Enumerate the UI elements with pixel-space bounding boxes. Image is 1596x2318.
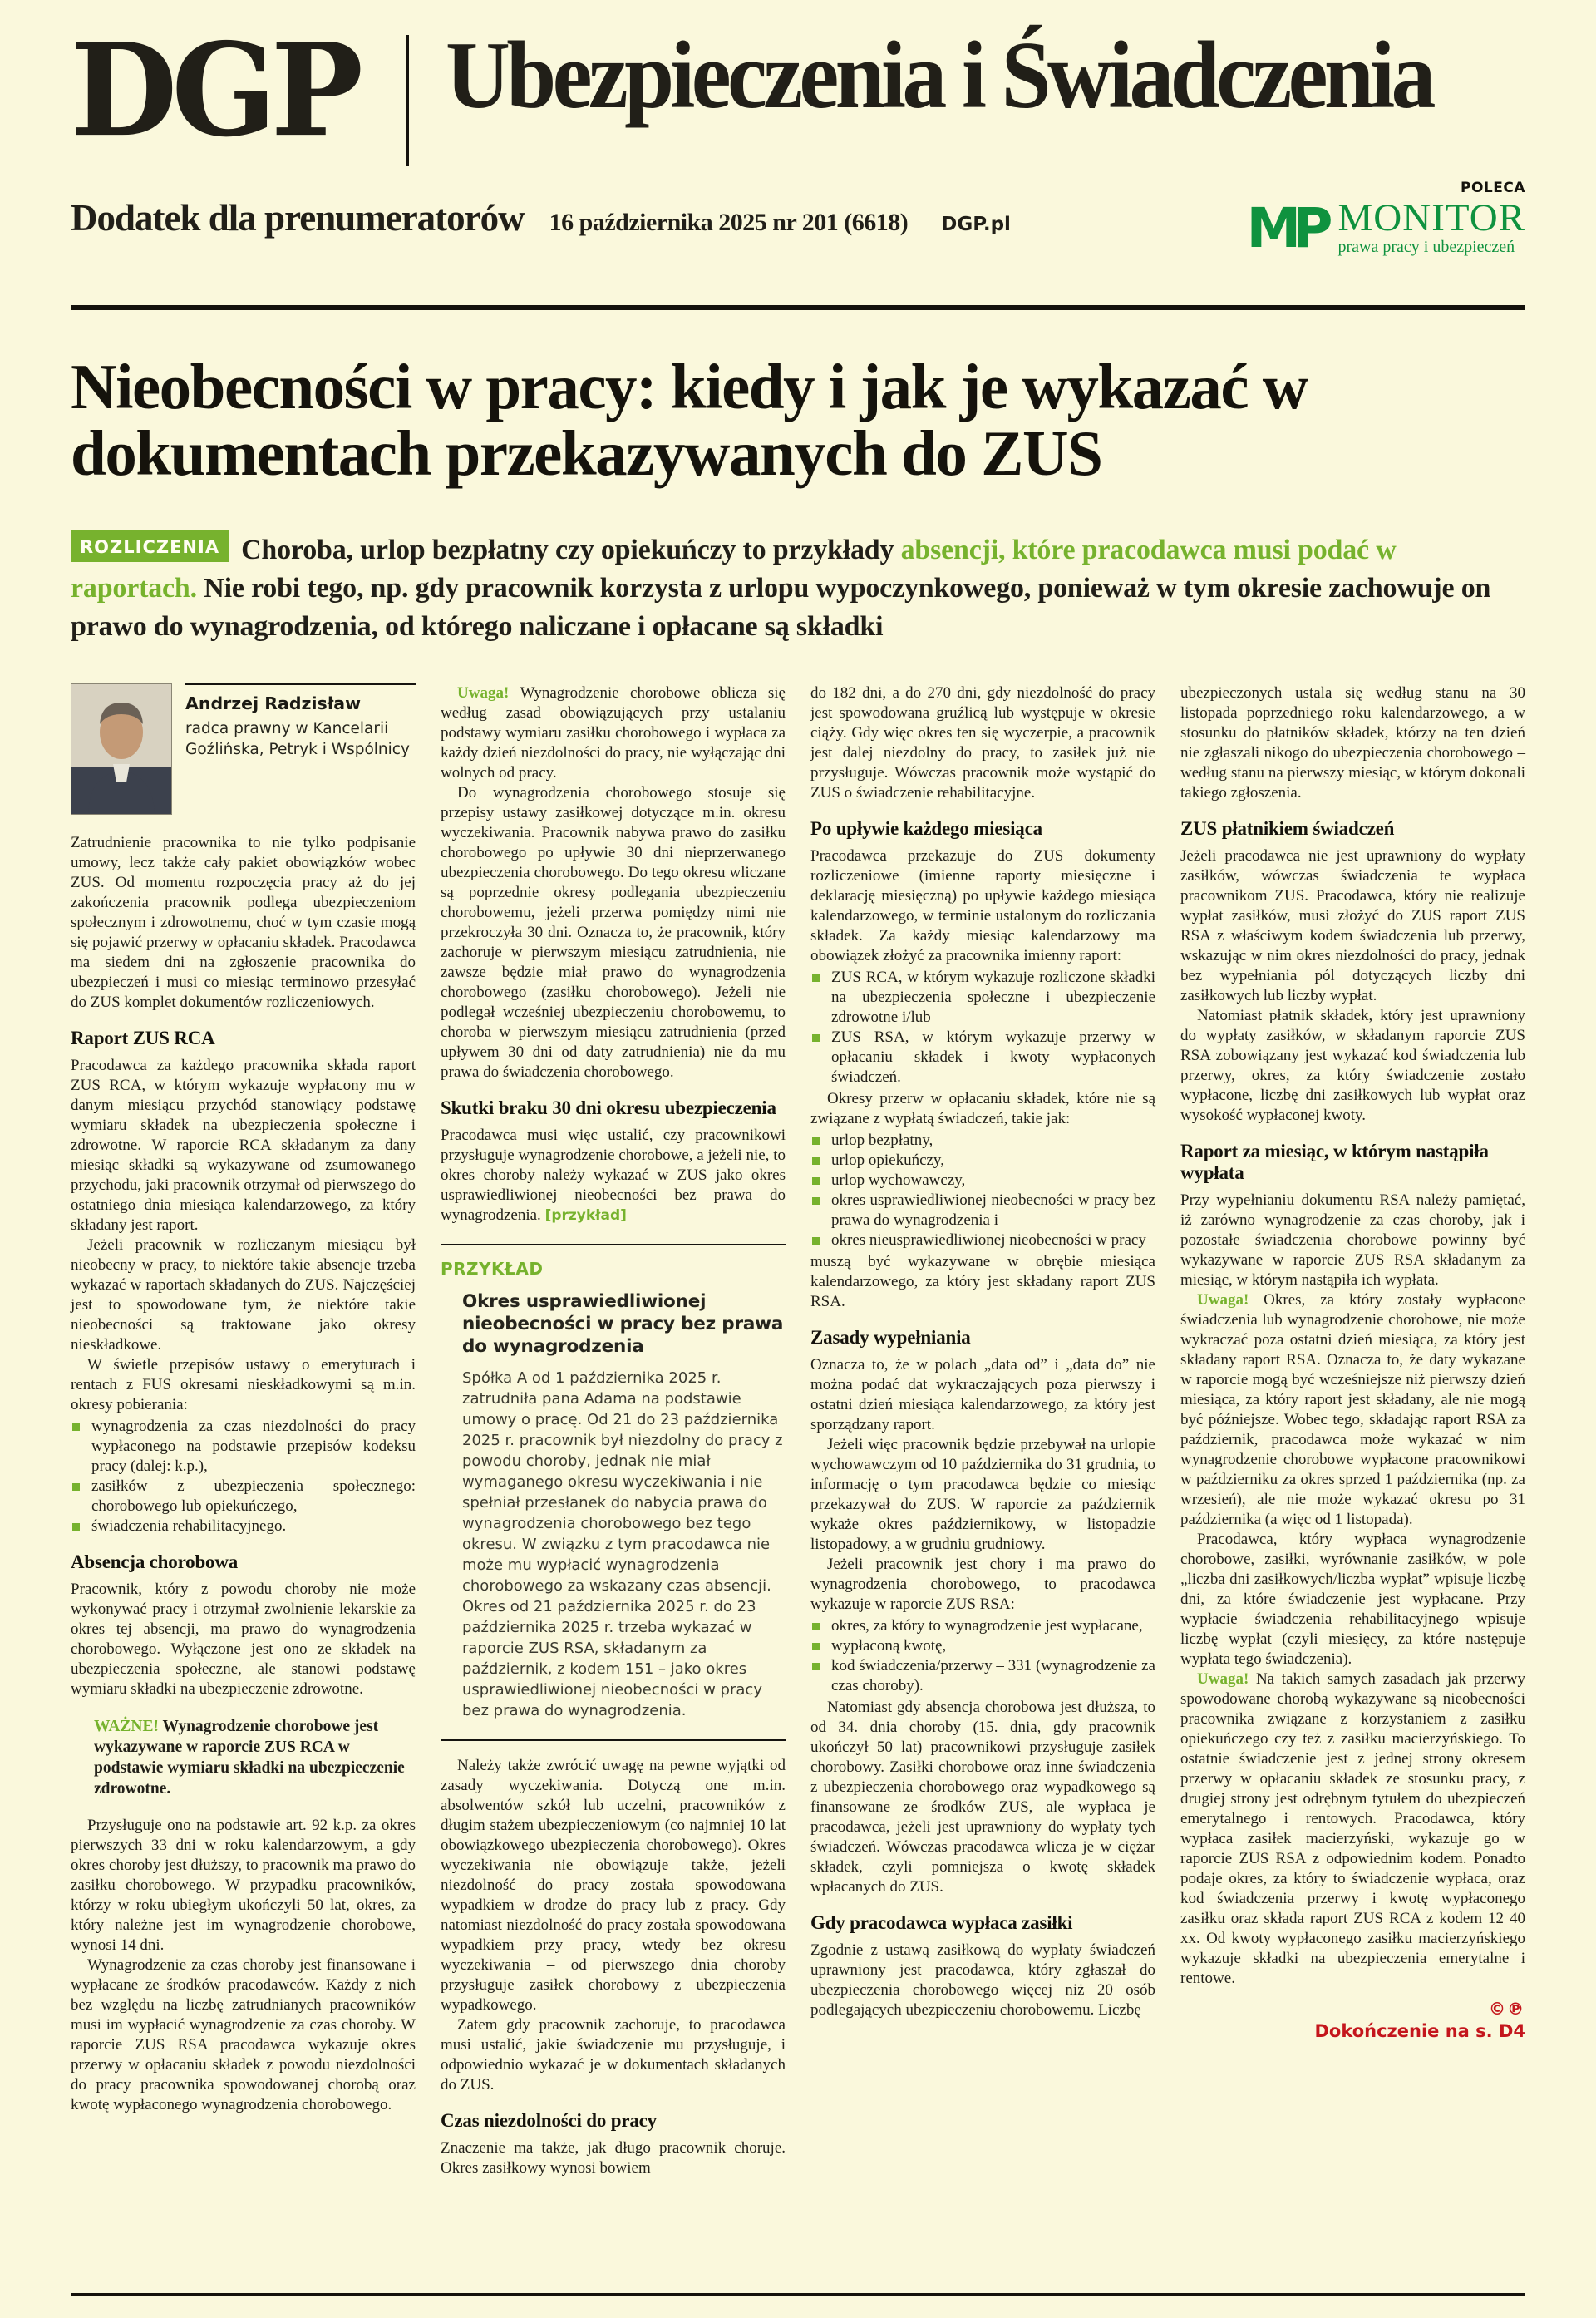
section-heading: Gdy pracodawca wypłaca zasiłki bbox=[810, 1911, 1073, 1933]
paragraph: Zatem gdy pracownik zachoruje, to pracodawca musi ustalić, jakie świadczenie mu przysługuje, i odpowiednio wykazać je w dokumentach składanych do ZUS. bbox=[441, 2015, 786, 2094]
subheader bbox=[71, 180, 1525, 295]
text-run: Na takich samych zasadach jak przerwy spowodowane chorobą wykazywane są nieobecności pracownika związane z korzystaniem z zasiłku opiekuńczego czy też z zasiłku macierzyńskiego. To ostatnie świadczenie jest z jednej strony okresem przerwy w opłacaniu składek ze stosunku pracy, z drugiej strony jest odrębnym tytułem do ubezpieczeń emerytalnego i rentowych. Pracodawca, który wypłaca zasiłek macierzyński, wykazuje go w raporcie ZUS RSA z odpowiednim kodem. Ponadto podaje okres, za który to świadczenie wypłaca, oraz kod świadczenia przerwy i kwotę wypłaconego zasiłku oraz składa raport ZUS RCA z kodem 12 40 xx. Od kwoty wypłaconego zasiłku macierzyńskiego wykazuje składki na ubezpieczenia emerytalne i rentowe. bbox=[1180, 1669, 1525, 1987]
example-ref: [przykład] bbox=[544, 1206, 627, 1224]
bullet-item: urlop bezpłatny, bbox=[810, 1131, 1155, 1151]
column-4 bbox=[1180, 683, 1525, 2178]
text-run: Okres, za który zostały wypłacone świadczenia lub wynagrodzenie chorobowe, nie może wykraczać poza ostatni dzień miesiąca, za który jest składany raport RSA. Oznacza to, że daty wykazane w raporcie mogą być wcześniejsze niż pierwszy dzień miesiąca, za który raport jest składany, ale nie mogą być późniejsze. Wobec tego, składając raport RSA za październik, pracodawca może wykazać w nim wynagrodzenie chorobowe wypłacone pracownikowi w październiku za okres sprzed 1 października (np. za wrzesień), ale nie może wykazać okresu po 31 października (a więc od 1 listopada). bbox=[1180, 1290, 1525, 1528]
section-heading: Raport ZUS RCA bbox=[71, 1027, 215, 1048]
example-box bbox=[441, 1244, 786, 1741]
subscriber-note: Dodatek dla prenumeratorów bbox=[71, 197, 525, 239]
poleca-label: POLECA bbox=[1461, 180, 1525, 196]
text-run: Nie robi tego, np. gdy pracownik korzysta z urlopu wypoczynkowego, ponieważ w tym okresie zachowuje on prawo do wynagrodzenia, od którego naliczane i opłacane są składki bbox=[71, 573, 1491, 643]
column-3 bbox=[810, 683, 1155, 2178]
important-label: WAŻNE! bbox=[94, 1717, 163, 1735]
section-heading: Raport za miesiąc, w którym nastąpiła wypłata bbox=[1180, 1140, 1489, 1183]
paragraph: Pracownik, który z powodu choroby nie może wykonywać pracy i otrzymał zwolnienie lekarskie za okres tej absencji, ma prawo do wynagrodzenia chorobowego. Wyłączone jest ono ze składek na ubezpieczenia społeczne, ale stanowi podstawę wymiaru składki na ubezpieczenie zdrowotne. bbox=[71, 1580, 416, 1698]
paragraph: Przy wypełnianiu dokumentu RSA należy pamiętać, iż zarówno wynagrodzenie za czas choroby, jak i pozostałe świadczenia chorobowe powinny być wykazywane w raporcie ZUS RSA składanym za miesiąc, w którym nastąpiła ich wypłata. bbox=[1180, 1191, 1525, 1289]
author-credit: radca prawny w Kancelarii Goźlińska, Petryk i Wspólnicy bbox=[185, 719, 410, 758]
text-run: Pracodawca musi więc ustalić, czy pracownikowi przysługuje wynagrodzenie chorobowe, a jeżeli nie, to okres choroby należy wykazać w ZUS jako okres usprawiedliwionej nieobecności bez prawa do wynagrodzenia. bbox=[441, 1126, 786, 1224]
article-columns bbox=[71, 683, 1525, 2178]
bullet-item: świadczenia rehabilitacyjnego. bbox=[71, 1517, 416, 1536]
green-emphasis: Uwaga! bbox=[1197, 1669, 1256, 1688]
section-heading: Po upływie każdego miesiąca bbox=[810, 817, 1042, 839]
paragraph: Do wynagrodzenia chorobowego stosuje się przepisy ustawy zasiłkowej dotyczące m.in. okresu wyczekiwania. Pracownik nabywa prawo do zasiłku chorobowego po upływie 30 dni nieprzerwanego ubezpieczenia chorobowego. Do tego okresu wliczane są poprzednie okresy podlegania ubezpieczeniu chorobowemu, jeżeli przerwa pomiędzy nimi nie przekroczyła 30 dni. Oznacza to, że pracownik, który zachoruje w pierwszym miesiącu zatrudnienia, nie zawsze będzie miał prawo do wynagrodzenia chorobowego (zasiłku chorobowego). Jeżeli nie podlegał wcześniej ubezpieczeniu chorobowemu, to choroba w pierwszym miesiącu zatrudnienia (przed upływem 30 dni od daty zatrudnienia) nie da mu prawa do świadczenia chorobowego. bbox=[441, 783, 786, 1081]
paragraph bbox=[441, 683, 786, 783]
bullet-list bbox=[71, 1417, 416, 1536]
section-heading: Absencja chorobowa bbox=[71, 1551, 239, 1572]
article-headline: Nieobecności w pracy: kiedy i jak je wykazać w dokumentach przekazywanych do ZUS bbox=[71, 350, 1308, 490]
masthead-divider bbox=[406, 35, 409, 166]
section-tag: ROZLICZENIA bbox=[71, 530, 229, 563]
paragraph: muszą być wykazywane w obrębie miesiąca kalendarzowego, za który jest składany raport ZUS RSA. bbox=[810, 1252, 1155, 1310]
section-heading: Zasady wypełniania bbox=[810, 1326, 971, 1348]
paragraph: Jeżeli pracownik w rozliczanym miesiącu był nieobecny w pracy, to niektóre takie absencje trzeba wykazać w raportach składanych do ZUS. Najczęściej jest to spowodowane tym, że niektóre takie nieobecności są traktowane jako okresy nieskładkowe. bbox=[71, 1235, 416, 1354]
author-photo bbox=[71, 683, 172, 815]
green-emphasis: Uwaga! bbox=[457, 683, 520, 702]
bullet-item: zasiłków z ubezpieczenia społecznego: chorobowego lub opiekuńczego, bbox=[71, 1477, 416, 1517]
example-label: PRZYKŁAD bbox=[441, 1258, 544, 1279]
paragraph bbox=[1180, 1669, 1525, 1989]
monitor-tagline: prawa pracy i ubezpieczeń bbox=[1337, 237, 1515, 256]
column-1 bbox=[71, 683, 416, 2178]
example-title: Okres usprawiedliwionej nieobecności w pracy bez prawa do wynagrodzenia bbox=[462, 1290, 784, 1357]
paragraph: Okresy przerw w opłacaniu składek, które nie są związane z wypłatą świadczeń, takie jak: bbox=[810, 1089, 1155, 1127]
section-heading: Skutki braku 30 dni okresu ubezpieczenia bbox=[441, 1097, 776, 1118]
bullet-item: okres nieusprawiedliwionej nieobecności w pracy bbox=[810, 1231, 1155, 1250]
paragraph: W świetle przepisów ustawy o emeryturach i rentach z FUS okresami nieskładkowymi są m.in. okresy pobierania: bbox=[71, 1355, 416, 1413]
continuation-note[interactable]: Dokończenie na s. D4 bbox=[1314, 2020, 1525, 2041]
monitor-logo: MONITOR bbox=[1337, 196, 1525, 239]
paragraph: Oznacza to, że w polach „data od” i „data do” nie można podać dat wykraczających poza pierwszy i ostatni dzień miesiąca kalendarzowego, za który jest sporządzany raport. bbox=[810, 1355, 1155, 1433]
paragraph: Natomiast gdy absencja chorobowa jest dłuższa, to od 34. dnia choroby (15. dnia, gdy pracownik ukończył 50 lat) pracownikowi przysługuje zasiłek chorobowy. Zasiłki chorobowe oraz inne świadczenia z ubezpieczenia chorobowego oraz wypadkowego są finansowane ze środków ZUS, ale wypłaca je pracodawca, jeżeli jest uprawniony do wypłaty tych świadczeń. Wówczas pracodawca wlicza je w ciężar składek, czyli pomniejsza o kwotę składek wpłacanych do ZUS. bbox=[810, 1698, 1155, 1896]
paragraph: Jeżeli pracownik jest chory i ma prawo do wynagrodzenia chorobowego, to pracodawca wykazuje w raporcie ZUS RSA: bbox=[810, 1555, 1155, 1613]
paragraph: Zgodnie z ustawą zasiłkową do wypłaty świadczeń uprawniony jest pracodawca, który zgłaszał do ubezpieczenia chorobowego więcej niż 20 osób podlegających ubezpieczeniu chorobowemu. Liczbę bbox=[810, 1941, 1155, 2019]
article-footer bbox=[1180, 1999, 1525, 2041]
bullet-item: wypłaconą kwotę, bbox=[810, 1636, 1155, 1656]
column-2 bbox=[441, 683, 786, 2178]
paragraph: Przysługuje ono na podstawie art. 92 k.p. za okres pierwszych 33 dni w roku kalendarzowym, a gdy okres choroby jest dłuższy, to pracownik ma prawo do zasiłku chorobowego. W przypadku pracowników, którzy w roku ubiegłym ukończyli 50 lat, okres, za który należne jest im wynagrodzenie chorobowe, wynosi 14 dni. bbox=[71, 1816, 416, 1954]
bullet-list bbox=[810, 1616, 1155, 1696]
paragraph bbox=[1180, 1290, 1525, 1530]
bullet-item: wynagrodzenia za czas niezdolności do pracy wypłaconego na podstawie przepisów kodeksu pracy (dalej: k.p.), bbox=[71, 1417, 416, 1477]
section-heading: Czas niezdolności do pracy bbox=[441, 2109, 657, 2131]
author-box bbox=[71, 683, 416, 815]
paragraph: Pracodawca za każdego pracownika składa raport ZUS RCA, w którym wykazuje wypłacony mu w danym miesiącu przychód stanowiący podstawę wymiaru składek na ubezpieczenia społeczne i zdrowotne. W raporcie RCA składanym za dany miesiąc składki są wykazywane od zsumowanego przychodu, jaki pracownik otrzymał od pierwszego do ostatniego dnia miesiąca kalendarzowego, za który składany jest raport. bbox=[71, 1056, 416, 1234]
website-link[interactable]: DGP.pl bbox=[941, 214, 1011, 235]
paragraph: Jeżeli więc pracownik będzie przebywał na urlopie wychowawczym od 10 października do 31 grudnia, to informację o tym pracodawca będzie co miesiąc przekazywał do ZUS. W raporcie za październik wykaże okres październikowy, w listopadzie listopadowy, a w grudniu grudniowy. bbox=[810, 1435, 1155, 1553]
paragraph: Jeżeli pracodawca nie jest uprawniony do wypłaty zasiłków, wówczas świadczenia te wypłaca pracownikom ZUS. Pracodawca, który nie realizuje wypłat zasiłków, musi złożyć do ZUS raport ZUS RSA z właściwym kodem świadczenia lub przerwy, wskazując w nim okres niezdolności do pracy, jednak bez wypełniania pól dotyczących liczby dni zasiłkowych lub liczby wypłat. bbox=[1180, 846, 1525, 1004]
paragraph bbox=[441, 1126, 786, 1226]
text-run: Wynagrodzenie chorobowe oblicza się według zasad obowiązujących przy ustalaniu podstawy wymiaru zasiłku chorobowego i wypłaca za każdy dzień niezdolności do pracy, nie wyłączając dni wolnych od pracy. bbox=[441, 683, 786, 782]
paragraph: ubezpieczonych ustala się według stanu na 30 listopada poprzedniego roku kalendarzowego, a w stosunku do płatników składek, którzy na ten dzień nie zgłaszali nikogo do ubezpieczenia chorobowego – według stanu na pierwszy miesiąc, w którym dokonali takiego zgłoszenia. bbox=[1180, 683, 1525, 801]
lead-text bbox=[71, 535, 1490, 642]
paragraph: do 182 dni, a do 270 dni, gdy niezdolność do pracy jest spowodowana gruźlicą lub występuje w okresie ciąży. Gdy więc okres ten się wyczerpie, a pracownik jest dalej niezdolny do pracy, to zasiłek już nie przysługuje. Wówczas pracownik może wystąpić do ZUS o świadczenie rehabilitacyjne. bbox=[810, 683, 1155, 801]
example-body: Spółka A od 1 października 2025 r. zatrudniła pana Adama na podstawie umowy o pracę. Od 21 do 23 października 2025 r. pracownik był niezdolny do pracy z powodu choroby, jednak nie miał wymaganego okresu wyczekiwania i nie spełniał przesłanek do nabycia prawa do wynagrodzenia chorobowego bez tego okresu. W związku z tym pracodawca nie może mu wypłacić wynagrodzenia chorobowego za wskazany czas absencji. Okres od 21 października 2025 r. do 23 października 2025 r. trzeba wykazać w raporcie ZUS RSA, składanym za październik, z kodem 151 – jako okres usprawiedliwionej nieobecności w pracy bez prawa do wynagrodzenia. bbox=[462, 1369, 783, 1719]
article-lead bbox=[71, 530, 1525, 647]
monitor-promo bbox=[1246, 180, 1525, 260]
important-note: WAŻNE! Wynagrodzenie chorobowe jest wykazywane w raporcie ZUS RCA w podstawie wymiaru składki na ubezpieczenie zdrowotne. bbox=[94, 1717, 405, 1798]
bullet-item: ZUS RSA, w którym wykazuje przerwy w opłacaniu składek i kwoty wypłaconych świadczeń. bbox=[810, 1028, 1155, 1087]
bullet-item: urlop wychowawczy, bbox=[810, 1171, 1155, 1191]
bullet-item: urlop opiekuńczy, bbox=[810, 1151, 1155, 1171]
paragraph: Pracodawca przekazuje do ZUS dokumenty rozliczeniowe (imienne raporty miesięczne i deklarację miesięczną) po upływie każdego miesiąca kalendarzowego, w terminie ustalonym do rozliczania składek. Za każdy miesiąc kalendarzowy ma obowiązek złożyć za pracownika imienny raport: bbox=[810, 846, 1155, 964]
paragraph: Należy także zwrócić uwagę na pewne wyjątki od zasady wyczekiwania. Dotyczą one m.in. absolwentów szkół lub uczelni, pracowników z długim stażem ubezpieczeniowym (co najmniej 10 lat obowiązkowego ubezpieczenia chorobowego). Okres wyczekiwania nie obowiązuje także, jeżeli niezdolność do pracy została spowodowana wypadkiem w drodze do pracy lub z pracy. Gdy natomiast niezdolność do pracy została spowodowana wypadkiem przy pracy, wtedy bez okresu wyczekiwania – od pierwszego dnia choroby przysługuje zasiłek chorobowy z ubezpieczenia wypadkowego. bbox=[441, 1756, 786, 2014]
paragraph: Natomiast płatnik składek, który jest uprawniony do wypłaty zasiłków, w składanym raporcie ZUS RSA zobowiązany jest wykazać kod świadczenia lub przerwy, okres, za który świadczenie zostało wypłacone, liczbę dni zasiłkowych lub wypłat oraz wysokość wypłaconej kwoty. bbox=[1180, 1006, 1525, 1124]
masthead bbox=[71, 0, 1525, 195]
paragraph: Znaczenie ma także, jak długo pracownik choruje. Okres zasiłkowy wynosi bowiem bbox=[441, 2138, 786, 2177]
dgp-logo: DGP bbox=[71, 14, 358, 165]
mp-logo-icon: MP bbox=[1246, 195, 1330, 260]
paragraph: Pracodawca, który wypłaca wynagrodzenie chorobowe, zasiłki, wyrównanie zasiłków, w pole „liczba dni zasiłkowych/liczba wypłat” wpisuje liczbę dni, za które świadczenie jest wypłacane. Przy wypłacie świadczenia rehabilitacyjnego wpisuje liczbę wypłat (czyli miesięcy, za które następuje wypłata tego świadczenia). bbox=[1180, 1530, 1525, 1668]
bottom-rule bbox=[71, 2293, 1525, 2296]
bullet-list bbox=[810, 968, 1155, 1087]
paragraph: Wynagrodzenie za czas choroby jest finansowane i wypłacane ze środków pracodawców. Każdy z nich bez względu na liczbę zatrudnianych pracowników musi im wypłacić wynagrodzenie za czas choroby. W raporcie ZUS RSA pracodawca wykazuje okres przerwy w opłacaniu składek z powodu niezdolności do pracy pracownika spowodowanej chorobą oraz kwotę wypłaconego wynagrodzenia chorobowego. bbox=[71, 1956, 416, 2113]
paragraph: Zatrudnienie pracownika to nie tylko podpisanie umowy, lecz także cały pakiet obowiązków wobec ZUS. Od momentu rozpoczęcia pracy aż do jej zakończenia pracownik podlega ubezpieczeniom społecznym i zdrowotnemu, choć w tym czasie mogą się pojawić przerwy w opłacaniu składek. Pracodawca ma siedem dni na zgłoszenie pracownika do ubezpieczeń i musi co miesiąc terminowo przesyłać do ZUS komplet dokumentów rozliczeniowych. bbox=[71, 833, 416, 1011]
section-title: Ubezpieczenia i Świadczenia bbox=[446, 22, 1432, 129]
bullet-item: okres, za który to wynagrodzenie jest wypłacane, bbox=[810, 1616, 1155, 1636]
bullet-item: okres usprawiedliwionej nieobecności w pracy bez prawa do wynagrodzenia i bbox=[810, 1191, 1155, 1231]
text-run: Choroba, urlop bezpłatny czy opiekuńczy to przykłady bbox=[241, 534, 901, 565]
green-emphasis: Uwaga! bbox=[1197, 1290, 1264, 1309]
bullet-list bbox=[810, 1131, 1155, 1250]
bullet-item: kod świadczenia/przerwy – 331 (wynagrodzenie za czas choroby). bbox=[810, 1656, 1155, 1696]
header-rule bbox=[71, 305, 1525, 310]
bullet-item: ZUS RCA, w którym wykazuje rozliczone składki na ubezpieczenia społeczne i ubezpieczenie zdrowotne i/lub bbox=[810, 968, 1155, 1028]
section-heading: ZUS płatnikiem świadczeń bbox=[1180, 817, 1395, 839]
copyright-icon: ©℗ bbox=[1489, 1998, 1525, 2019]
issue-date: 16 października 2025 nr 201 (6618) bbox=[549, 209, 909, 236]
green-emphasis: absencji, które pracodawca musi podać w raportach. bbox=[71, 534, 1396, 604]
author-name: Andrzej Radzisław bbox=[185, 693, 362, 713]
author-meta bbox=[185, 683, 416, 815]
